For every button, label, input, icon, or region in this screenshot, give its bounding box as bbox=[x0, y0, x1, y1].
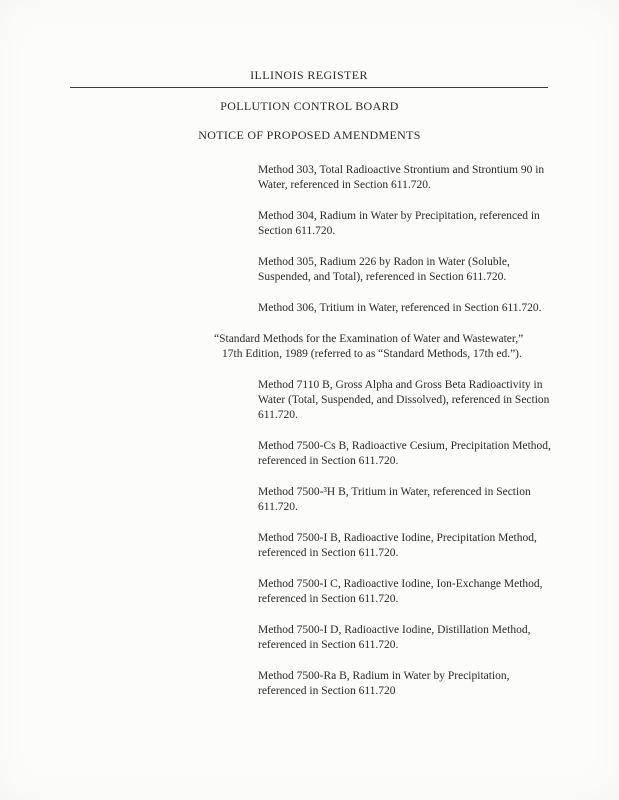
board-title: POLLUTION CONTROL BOARD bbox=[220, 99, 399, 113]
register-header-rule bbox=[70, 68, 548, 88]
method-paragraph-304: Method 304, Radium in Water by Precipitation, referenced in Section 611.720. bbox=[258, 210, 540, 237]
register-title: ILLINOIS REGISTER bbox=[250, 68, 368, 82]
method-paragraph-7500-cs-b: Method 7500-Cs B, Radioactive Cesium, Precipitation Method, referenced in Section 611.720. bbox=[258, 440, 551, 467]
method-paragraph-7110b: Method 7110 B, Gross Alpha and Gross Beta Radioactivity in Water (Total, Suspended, and Dissolved), referenced in Section 611.720. bbox=[258, 379, 550, 421]
standard-methods-intro: “Standard Methods for the Examination of Water and Wastewater,” 17th Edition, 1989 (referred to as “Standard Methods, 17th ed.”). bbox=[214, 333, 524, 360]
method-paragraph-7500-i-c: Method 7500-I C, Radioactive Iodine, Ion-Exchange Method, referenced in Section 611.720. bbox=[258, 578, 543, 605]
notice-title: NOTICE OF PROPOSED AMENDMENTS bbox=[198, 128, 421, 142]
document-body bbox=[0, 163, 619, 699]
method-paragraph-7500-ra-b: Method 7500-Ra B, Radium in Water by Precipitation, referenced in Section 611.720 bbox=[258, 670, 510, 697]
method-paragraph-7500-i-b: Method 7500-I B, Radioactive Iodine, Precipitation Method, referenced in Section 611.720. bbox=[258, 532, 537, 559]
method-paragraph-305: Method 305, Radium 226 by Radon in Water (Soluble, Suspended, and Total), referenced in Section 611.720. bbox=[258, 256, 510, 283]
method-paragraph-303: Method 303, Total Radioactive Strontium and Strontium 90 in Water, referenced in Section 611.720. bbox=[258, 164, 545, 191]
method-paragraph-7500-3h-b: Method 7500-³H B, Tritium in Water, referenced in Section 611.720. bbox=[258, 486, 531, 513]
method-paragraph-306: Method 306, Tritium in Water, referenced in Section 611.720. bbox=[258, 302, 542, 314]
method-paragraph-7500-i-d: Method 7500-I D, Radioactive Iodine, Distillation Method, referenced in Section 611.720. bbox=[258, 624, 531, 651]
